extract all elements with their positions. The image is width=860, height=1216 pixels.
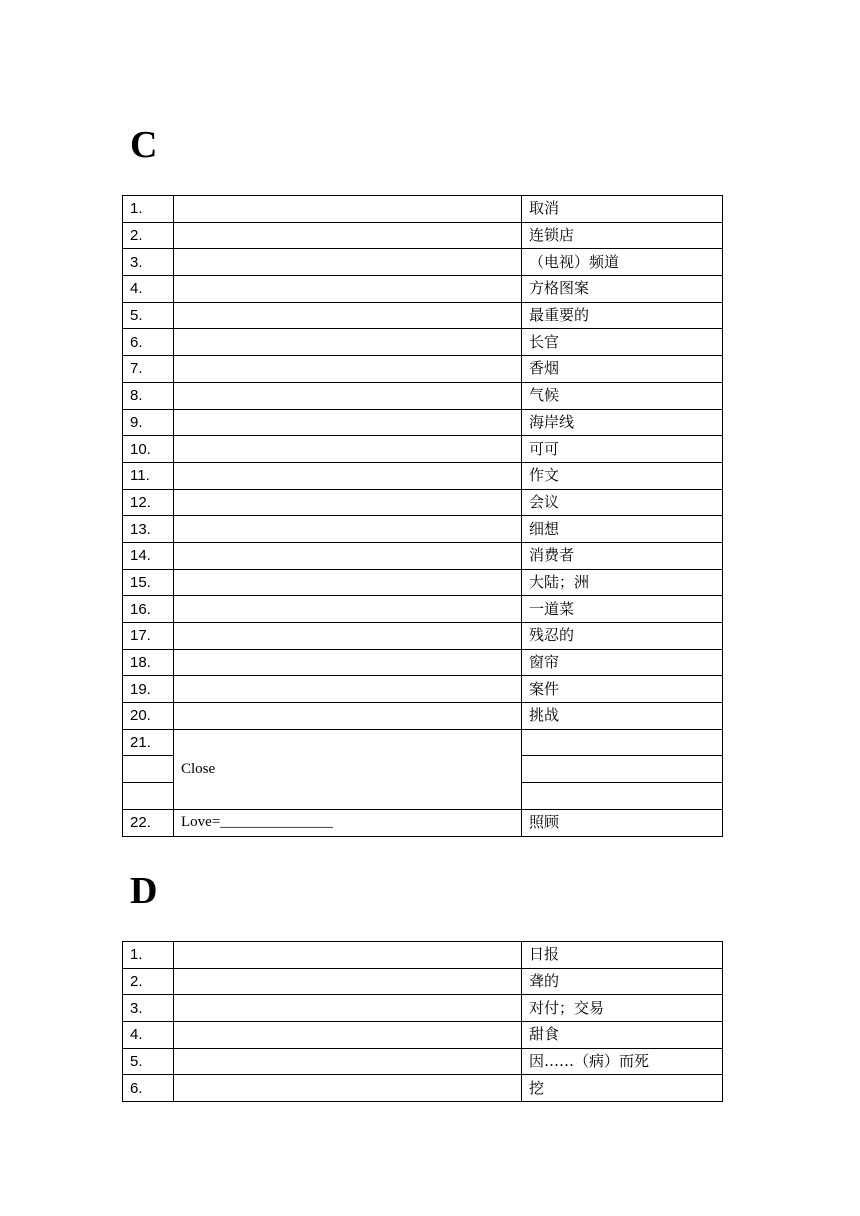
definition-cell: 聋的 bbox=[522, 968, 723, 995]
definition-cell: 气候 bbox=[522, 382, 723, 409]
row-number: 9. bbox=[123, 409, 174, 436]
definition-cell: 日报 bbox=[522, 942, 723, 969]
table-row bbox=[123, 1022, 723, 1049]
answer-cell[interactable] bbox=[174, 196, 522, 223]
row-number bbox=[123, 756, 174, 783]
definition-cell: 方格图案 bbox=[522, 276, 723, 303]
table-row bbox=[123, 196, 723, 223]
answer-cell[interactable] bbox=[174, 1075, 522, 1102]
vocab-table-c bbox=[122, 195, 723, 837]
table-row bbox=[123, 489, 723, 516]
table-row bbox=[123, 436, 723, 463]
table-row bbox=[123, 676, 723, 703]
definition-cell: 香烟 bbox=[522, 356, 723, 383]
answer-cell[interactable] bbox=[174, 623, 522, 650]
answer-cell[interactable] bbox=[174, 356, 522, 383]
row-number: 15. bbox=[123, 569, 174, 596]
answer-cell[interactable] bbox=[174, 1022, 522, 1049]
row-number: 2. bbox=[123, 968, 174, 995]
answer-cell[interactable] bbox=[174, 676, 522, 703]
table-row bbox=[123, 382, 723, 409]
answer-cell[interactable] bbox=[174, 542, 522, 569]
row-number: 3. bbox=[123, 995, 174, 1022]
answer-cell[interactable] bbox=[174, 516, 522, 543]
row-number: 8. bbox=[123, 382, 174, 409]
answer-cell[interactable] bbox=[174, 649, 522, 676]
row-number: 1. bbox=[123, 942, 174, 969]
definition-cell: 取消 bbox=[522, 196, 723, 223]
answer-cell[interactable] bbox=[174, 596, 522, 623]
table-row bbox=[123, 222, 723, 249]
vocab-table-d bbox=[122, 941, 723, 1102]
row-number: 16. bbox=[123, 596, 174, 623]
table-row bbox=[123, 356, 723, 383]
answer-cell[interactable] bbox=[174, 569, 522, 596]
definition-cell: 连锁店 bbox=[522, 222, 723, 249]
definition-cell bbox=[522, 729, 723, 756]
answer-cell[interactable] bbox=[174, 249, 522, 276]
table-row bbox=[123, 1075, 723, 1102]
row-number: 6. bbox=[123, 1075, 174, 1102]
answer-cell[interactable] bbox=[174, 409, 522, 436]
answer-cell[interactable] bbox=[174, 703, 522, 730]
answer-cell[interactable] bbox=[174, 942, 522, 969]
row-number: 6. bbox=[123, 329, 174, 356]
answer-cell[interactable] bbox=[174, 329, 522, 356]
definition-cell: 大陆；洲 bbox=[522, 569, 723, 596]
row-number: 5. bbox=[123, 302, 174, 329]
answer-cell[interactable] bbox=[174, 995, 522, 1022]
section-d-heading: D bbox=[130, 870, 158, 912]
row-number: 14. bbox=[123, 542, 174, 569]
definition-cell: 长官 bbox=[522, 329, 723, 356]
table-row bbox=[123, 623, 723, 650]
table-row bbox=[123, 329, 723, 356]
definition-cell: 甜食 bbox=[522, 1022, 723, 1049]
row-number: 18. bbox=[123, 649, 174, 676]
table-row bbox=[123, 703, 723, 730]
definition-cell: 作文 bbox=[522, 462, 723, 489]
definition-cell: 照顾 bbox=[522, 809, 723, 836]
table-row bbox=[123, 729, 723, 756]
row-number: 1. bbox=[123, 196, 174, 223]
answer-cell[interactable]: Love=_______________ bbox=[174, 809, 522, 836]
row-number: 17. bbox=[123, 623, 174, 650]
table-row bbox=[123, 462, 723, 489]
row-number bbox=[123, 783, 174, 810]
answer-cell[interactable] bbox=[174, 436, 522, 463]
answer-cell[interactable]: Close bbox=[174, 729, 522, 809]
answer-cell[interactable] bbox=[174, 968, 522, 995]
row-number: 19. bbox=[123, 676, 174, 703]
definition-cell: 最重要的 bbox=[522, 302, 723, 329]
definition-cell: 会议 bbox=[522, 489, 723, 516]
definition-cell: 挖 bbox=[522, 1075, 723, 1102]
definition-cell: 对付；交易 bbox=[522, 995, 723, 1022]
answer-cell[interactable] bbox=[174, 462, 522, 489]
row-number: 21. bbox=[123, 729, 174, 756]
table-row bbox=[123, 276, 723, 303]
answer-cell[interactable] bbox=[174, 302, 522, 329]
answer-cell[interactable] bbox=[174, 1048, 522, 1075]
definition-cell: 挑战 bbox=[522, 703, 723, 730]
table-row bbox=[123, 995, 723, 1022]
definition-cell: （电视）频道 bbox=[522, 249, 723, 276]
definition-cell: 窗帘 bbox=[522, 649, 723, 676]
row-number: 13. bbox=[123, 516, 174, 543]
definition-cell: 可可 bbox=[522, 436, 723, 463]
table-row bbox=[123, 302, 723, 329]
row-number: 5. bbox=[123, 1048, 174, 1075]
row-number: 4. bbox=[123, 276, 174, 303]
definition-cell: 一道菜 bbox=[522, 596, 723, 623]
section-c-heading: C bbox=[130, 124, 158, 166]
table-row bbox=[123, 516, 723, 543]
row-number: 12. bbox=[123, 489, 174, 516]
row-number: 10. bbox=[123, 436, 174, 463]
definition-cell: 消费者 bbox=[522, 542, 723, 569]
table-row bbox=[123, 649, 723, 676]
row-number: 3. bbox=[123, 249, 174, 276]
answer-cell[interactable] bbox=[174, 382, 522, 409]
row-number: 20. bbox=[123, 703, 174, 730]
row-number: 4. bbox=[123, 1022, 174, 1049]
row-number: 22. bbox=[123, 809, 174, 836]
table-row bbox=[123, 942, 723, 969]
answer-cell[interactable] bbox=[174, 222, 522, 249]
answer-cell[interactable] bbox=[174, 489, 522, 516]
definition-cell: 案件 bbox=[522, 676, 723, 703]
row-number: 2. bbox=[123, 222, 174, 249]
table-row bbox=[123, 968, 723, 995]
definition-cell: 残忍的 bbox=[522, 623, 723, 650]
answer-cell[interactable] bbox=[174, 276, 522, 303]
row-number: 11. bbox=[123, 462, 174, 489]
definition-cell bbox=[522, 756, 723, 783]
table-row bbox=[123, 809, 723, 836]
table-row bbox=[123, 249, 723, 276]
definition-cell: 海岸线 bbox=[522, 409, 723, 436]
definition-cell: 细想 bbox=[522, 516, 723, 543]
row-number: 7. bbox=[123, 356, 174, 383]
definition-cell bbox=[522, 783, 723, 810]
table-row bbox=[123, 569, 723, 596]
table-row bbox=[123, 542, 723, 569]
table-row bbox=[123, 596, 723, 623]
table-row bbox=[123, 409, 723, 436]
table-row bbox=[123, 1048, 723, 1075]
definition-cell: 因……（病）而死 bbox=[522, 1048, 723, 1075]
